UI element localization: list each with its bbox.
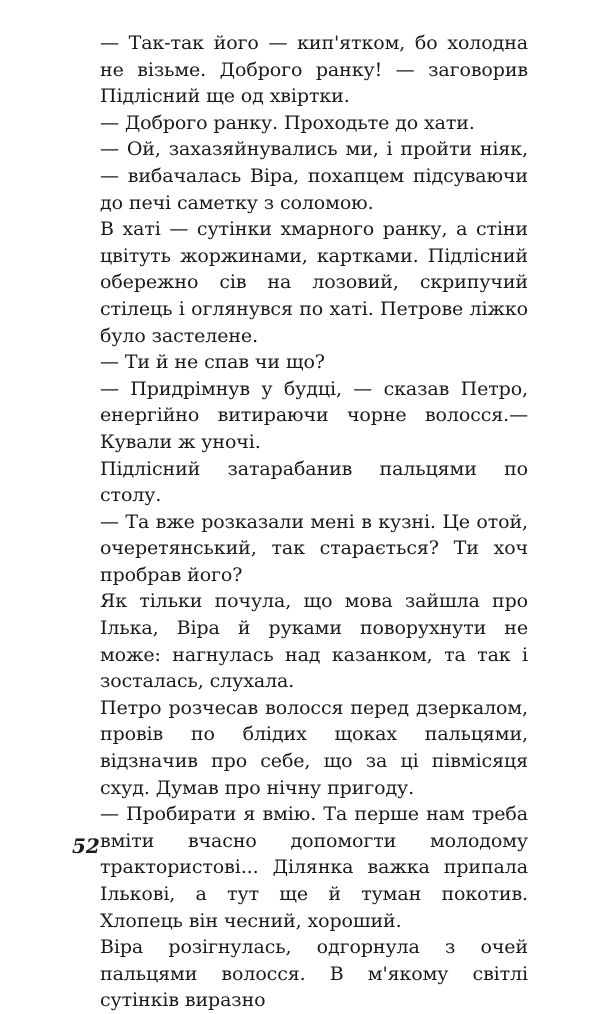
body-text [100, 30, 528, 1014]
paragraph: — Придрімнув у будці, — сказав Петро, енергійно витираючи чорне волосся.— Кували ж уночі. [100, 377, 528, 453]
paragraph: Віра розігнулась, одгорнула з очей пальцями волосся. В м'якому світлі сутінків виразно [100, 936, 528, 1012]
paragraph: — Ой, захазяйнувались ми, і пройти ніяк,— вибачалась Віра, похапцем підсуваючи до печі саметку з соломою. [100, 138, 528, 214]
paragraph: Підлісний затарабанив пальцями по столу. [100, 457, 528, 507]
paragraph: — Пробирати я вмію. Та перше нам треба вміти вчасно допомогти молодому трактористові... Ділянка важка припала Ількові, а тут ще й туман покотив. Хлопець він чесний, хороший. [100, 803, 528, 932]
page-number: 52 [72, 834, 100, 858]
paragraph: — Та вже розказали мені в кузні. Це отой, очеретянський, так старається? Ти хоч пробрав його? [100, 510, 528, 586]
paragraph: — Так-так його — кип'ятком, бо холодна не візьме. Доброго ранку! — заговорив Підлісний ще од хвіртки. [100, 32, 528, 108]
paragraph: Петро розчесав волосся перед дзеркалом, провів по блідих щоках пальцями, відзначив про себе, що за ці півмісяця схуд. Думав про нічну пригоду. [100, 696, 528, 799]
paragraph: — Ти й не спав чи що? [100, 351, 325, 374]
paragraph: В хаті — сутінки хмарного ранку, а стіни цвітуть жоржинами, картками. Підлісний обережно сів на лозовий, скрипучий стілець і оглянувся по хаті. Петрове ліжко було застелене. [100, 218, 528, 347]
paragraph: — Доброго ранку. Проходьте до хати. [100, 111, 475, 134]
paragraph: Як тільки почула, що мова зайшла про Ілька, Віра й руками поворухнути не може: нагнулась над казанком, та так і зосталась, слухала. [100, 590, 528, 693]
